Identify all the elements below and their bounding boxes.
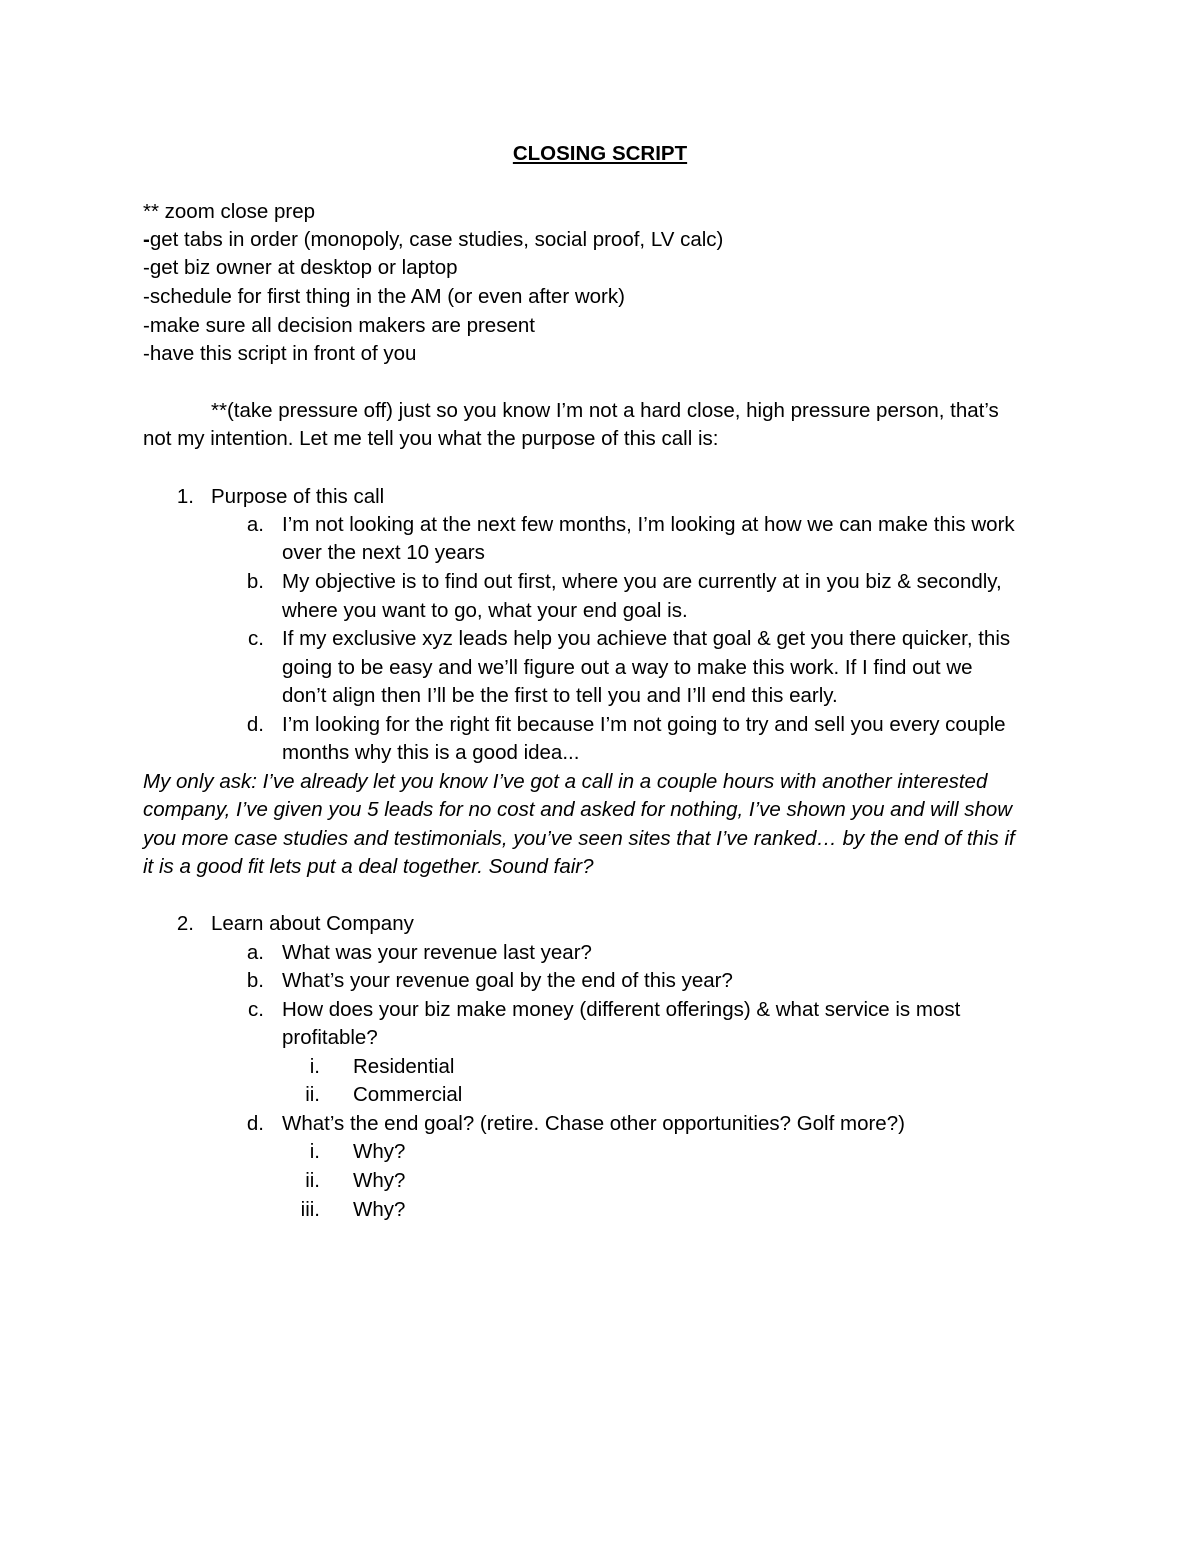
list-marker: ii. bbox=[305, 1083, 320, 1106]
intro-line: **(take pressure off) just so you know I’m not a hard close, high pressure person, that’s bbox=[211, 399, 999, 422]
list-item-text: don’t align then I’ll be the first to tell you and I’ll end this early. bbox=[282, 684, 838, 707]
ask-line: you more case studies and testimonials, you’ve seen sites that I’ve ranked… by the end of this if bbox=[143, 827, 1015, 850]
ask-line: it is a good fit lets put a deal together. Sound fair? bbox=[143, 855, 594, 878]
list-item-text: profitable? bbox=[282, 1026, 378, 1049]
list-marker: ii. bbox=[305, 1169, 320, 1192]
list-marker: b. bbox=[246, 969, 264, 992]
prep-item: -schedule for first thing in the AM (or even after work) bbox=[143, 285, 625, 308]
prep-heading: ** zoom close prep bbox=[143, 200, 316, 223]
list-marker: iii. bbox=[300, 1198, 320, 1221]
list-marker: a. bbox=[246, 513, 264, 536]
intro-line: not my intention. Let me tell you what the purpose of this call is: bbox=[143, 427, 719, 450]
list-item-text: over the next 10 years bbox=[282, 541, 485, 564]
section-number: 1. bbox=[176, 485, 194, 508]
list-marker: b. bbox=[246, 570, 264, 593]
ask-line: My only ask: I’ve already let you know I’ve got a call in a couple hours with another interested bbox=[143, 770, 988, 793]
prep-item: -get biz owner at desktop or laptop bbox=[143, 256, 458, 279]
list-item-text: What’s the end goal? (retire. Chase other opportunities? Golf more?) bbox=[282, 1112, 905, 1135]
section-number: 2. bbox=[176, 912, 194, 935]
list-marker: c. bbox=[248, 627, 264, 650]
list-item-text: months why this is a good idea... bbox=[282, 741, 580, 764]
list-marker: a. bbox=[246, 941, 264, 964]
section-heading: Purpose of this call bbox=[211, 485, 385, 508]
list-marker: i. bbox=[309, 1055, 320, 1078]
ask-line: company, I’ve given you 5 leads for no cost and asked for nothing, I’ve shown you and will show bbox=[143, 798, 1013, 821]
list-item-text: What was your revenue last year? bbox=[282, 941, 592, 964]
list-item-text: How does your biz make money (different offerings) & what service is most bbox=[282, 998, 961, 1021]
document-title: CLOSING SCRIPT bbox=[512, 142, 688, 165]
list-item-text: Why? bbox=[353, 1169, 406, 1192]
list-item-text: where you want to go, what your end goal is. bbox=[282, 599, 688, 622]
list-item-text: going to be easy and we’ll figure out a way to make this work. If I find out we bbox=[282, 656, 973, 679]
list-item-text: If my exclusive xyz leads help you achieve that goal & get you there quicker, this bbox=[282, 627, 1011, 650]
list-item-text: I’m not looking at the next few months, I’m looking at how we can make this work bbox=[282, 513, 1015, 536]
section-heading: Learn about Company bbox=[211, 912, 414, 935]
list-item-text: Why? bbox=[353, 1140, 406, 1163]
list-item-text: Residential bbox=[353, 1055, 455, 1078]
prep-item: -make sure all decision makers are present bbox=[143, 314, 535, 337]
list-item-text: Commercial bbox=[353, 1083, 463, 1106]
list-marker: i. bbox=[309, 1140, 320, 1163]
prep-item: -have this script in front of you bbox=[143, 342, 417, 365]
prep-item: -get tabs in order (monopoly, case studies, social proof, LV calc) bbox=[143, 228, 724, 251]
list-item-text: Why? bbox=[353, 1198, 406, 1221]
list-item-text: What’s your revenue goal by the end of this year? bbox=[282, 969, 733, 992]
list-marker: d. bbox=[246, 1112, 264, 1135]
list-marker: c. bbox=[248, 998, 264, 1021]
list-item-text: My objective is to find out first, where you are currently at in you biz & secondly, bbox=[282, 570, 1002, 593]
list-marker: d. bbox=[246, 713, 264, 736]
list-item-text: I’m looking for the right fit because I’m not going to try and sell you every couple bbox=[282, 713, 1006, 736]
